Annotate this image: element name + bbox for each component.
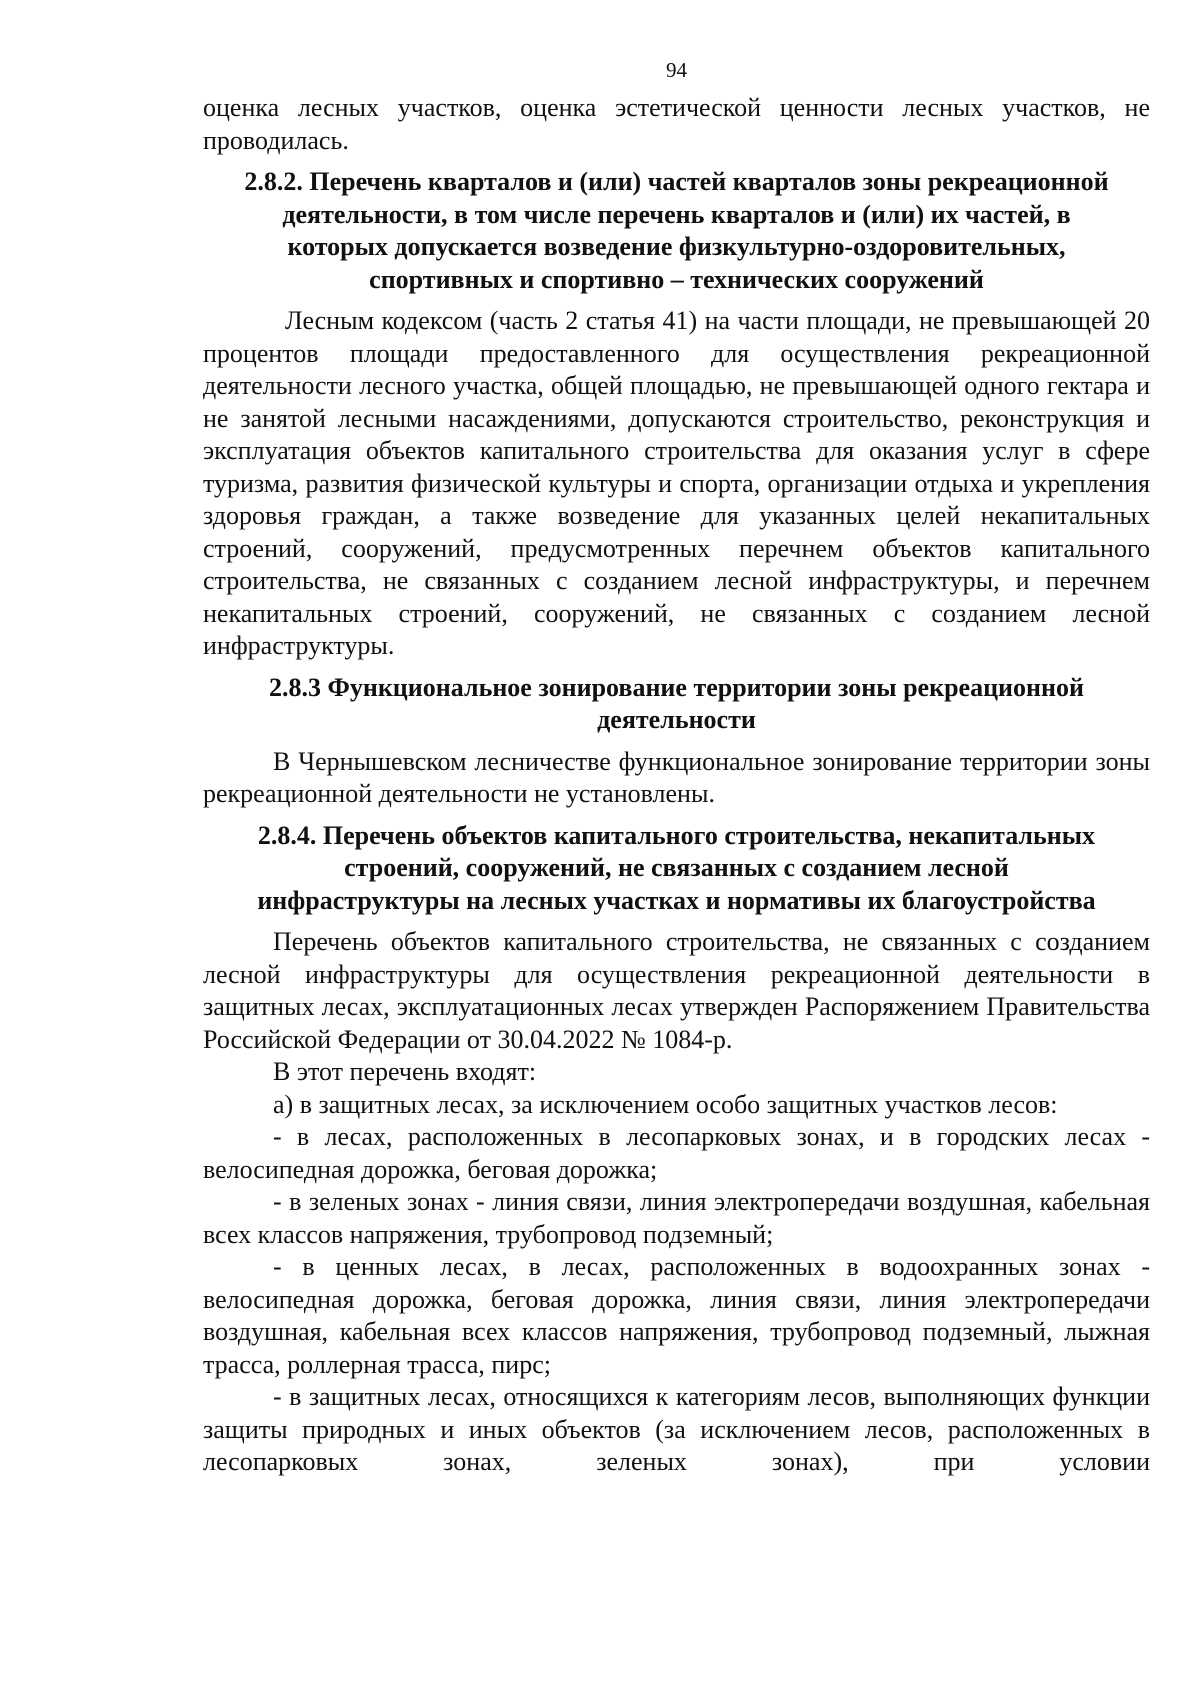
heading-line: которых допускается возведение физкультурно-оздоровительных,	[287, 232, 1066, 261]
paragraph-forest-code: Лесным кодексом (часть 2 статья 41) на части площади, не превышающей 20 процентов площади предоставленного для осуществления рекреационной деятельности лесного участка, общей площадью, не превышающей одного гектара и не занятой лесными насаждениями, допускаются строительство, реконструкция и эксплуатация объектов капитального строительства для оказания услуг в сфере туризма, развития физической культуры и спорта, организации отдыха и укрепления здоровья граждан, а также возведение для указанных целей некапитальных строений, сооружений, предусмотренных перечнем объектов капитального строительства, не связанных с созданием лесной инфраструктуры, и перечнем некапитальных строений, сооружений, не связанных с созданием лесной инфраструктуры.	[203, 306, 1150, 660]
list-item-green-zones: - в зеленых зонах - линия связи, линия электропередачи воздушная, кабельная всех классов напряжения, трубопровод подземный;	[203, 1187, 1150, 1249]
paragraph-continuation: оценка лесных участков, оценка эстетической ценности лесных участков, не проводилась.	[203, 93, 1150, 155]
list-item-forest-park: - в лесах, расположенных в лесопарковых зонах, и в городских лесах - велосипедная дорожка, беговая дорожка;	[203, 1122, 1150, 1184]
paragraph-list-intro: В этот перечень входят:	[273, 1057, 537, 1086]
section-heading-2-8-2	[203, 166, 1150, 296]
page-number: 94	[666, 58, 687, 82]
document-page	[203, 56, 1150, 1479]
heading-line: 2.8.2. Перечень кварталов и (или) частей кварталов зоны рекреационной	[244, 167, 1109, 196]
heading-line: деятельности, в том числе перечень кварталов и (или) их частей, в	[282, 199, 1071, 229]
section-heading-2-8-4	[203, 820, 1150, 918]
list-item-valuable-forests: - в ценных лесах, в лесах, расположенных в водоохранных зонах - велосипедная дорожка, беговая дорожка, линия связи, линия электропередачи воздушная, кабельная всех классов напряжения, трубопровод подземный, лыжная трасса, роллерная трасса, пирс;	[203, 1252, 1150, 1379]
heading-line: 2.8.3 Функциональное зонирование территории зоны рекреационной	[269, 672, 1084, 702]
heading-line: инфраструктуры на лесных участках и нормативы их благоустройства	[257, 885, 1096, 915]
list-item-protective-forests: - в защитных лесах, относящихся к категориям лесов, выполняющих функции защиты природных и иных объектов (за исключением лесов, расположенных в лесопарковых зонах, зеленых зонах), при условии	[203, 1382, 1150, 1476]
paragraph-object-list: Перечень объектов капитального строительства, не связанных с созданием лесной инфраструктуры для осуществления рекреационной деятельности в защитных лесах, эксплуатационных лесах утвержден Распоряжением Правительства Российской Федерации от 30.04.2022 № 1084-р.	[203, 927, 1150, 1054]
heading-line: спортивных и спортивно – технических сооружений	[369, 264, 984, 294]
paragraph-zoning: В Чернышевском лесничестве функциональное зонирование территории зоны рекреационной деятельности не установлены.	[203, 746, 1150, 808]
paragraph-list-a: а) в защитных лесах, за исключением особо защитных участков лесов:	[273, 1089, 1058, 1119]
heading-line: деятельности	[597, 705, 756, 734]
heading-line: строений, сооружений, не связанных с созданием лесной	[344, 853, 1009, 882]
section-heading-2-8-3	[203, 672, 1150, 737]
heading-line: 2.8.4. Перечень объектов капитального строительства, некапитальных	[257, 820, 1096, 850]
